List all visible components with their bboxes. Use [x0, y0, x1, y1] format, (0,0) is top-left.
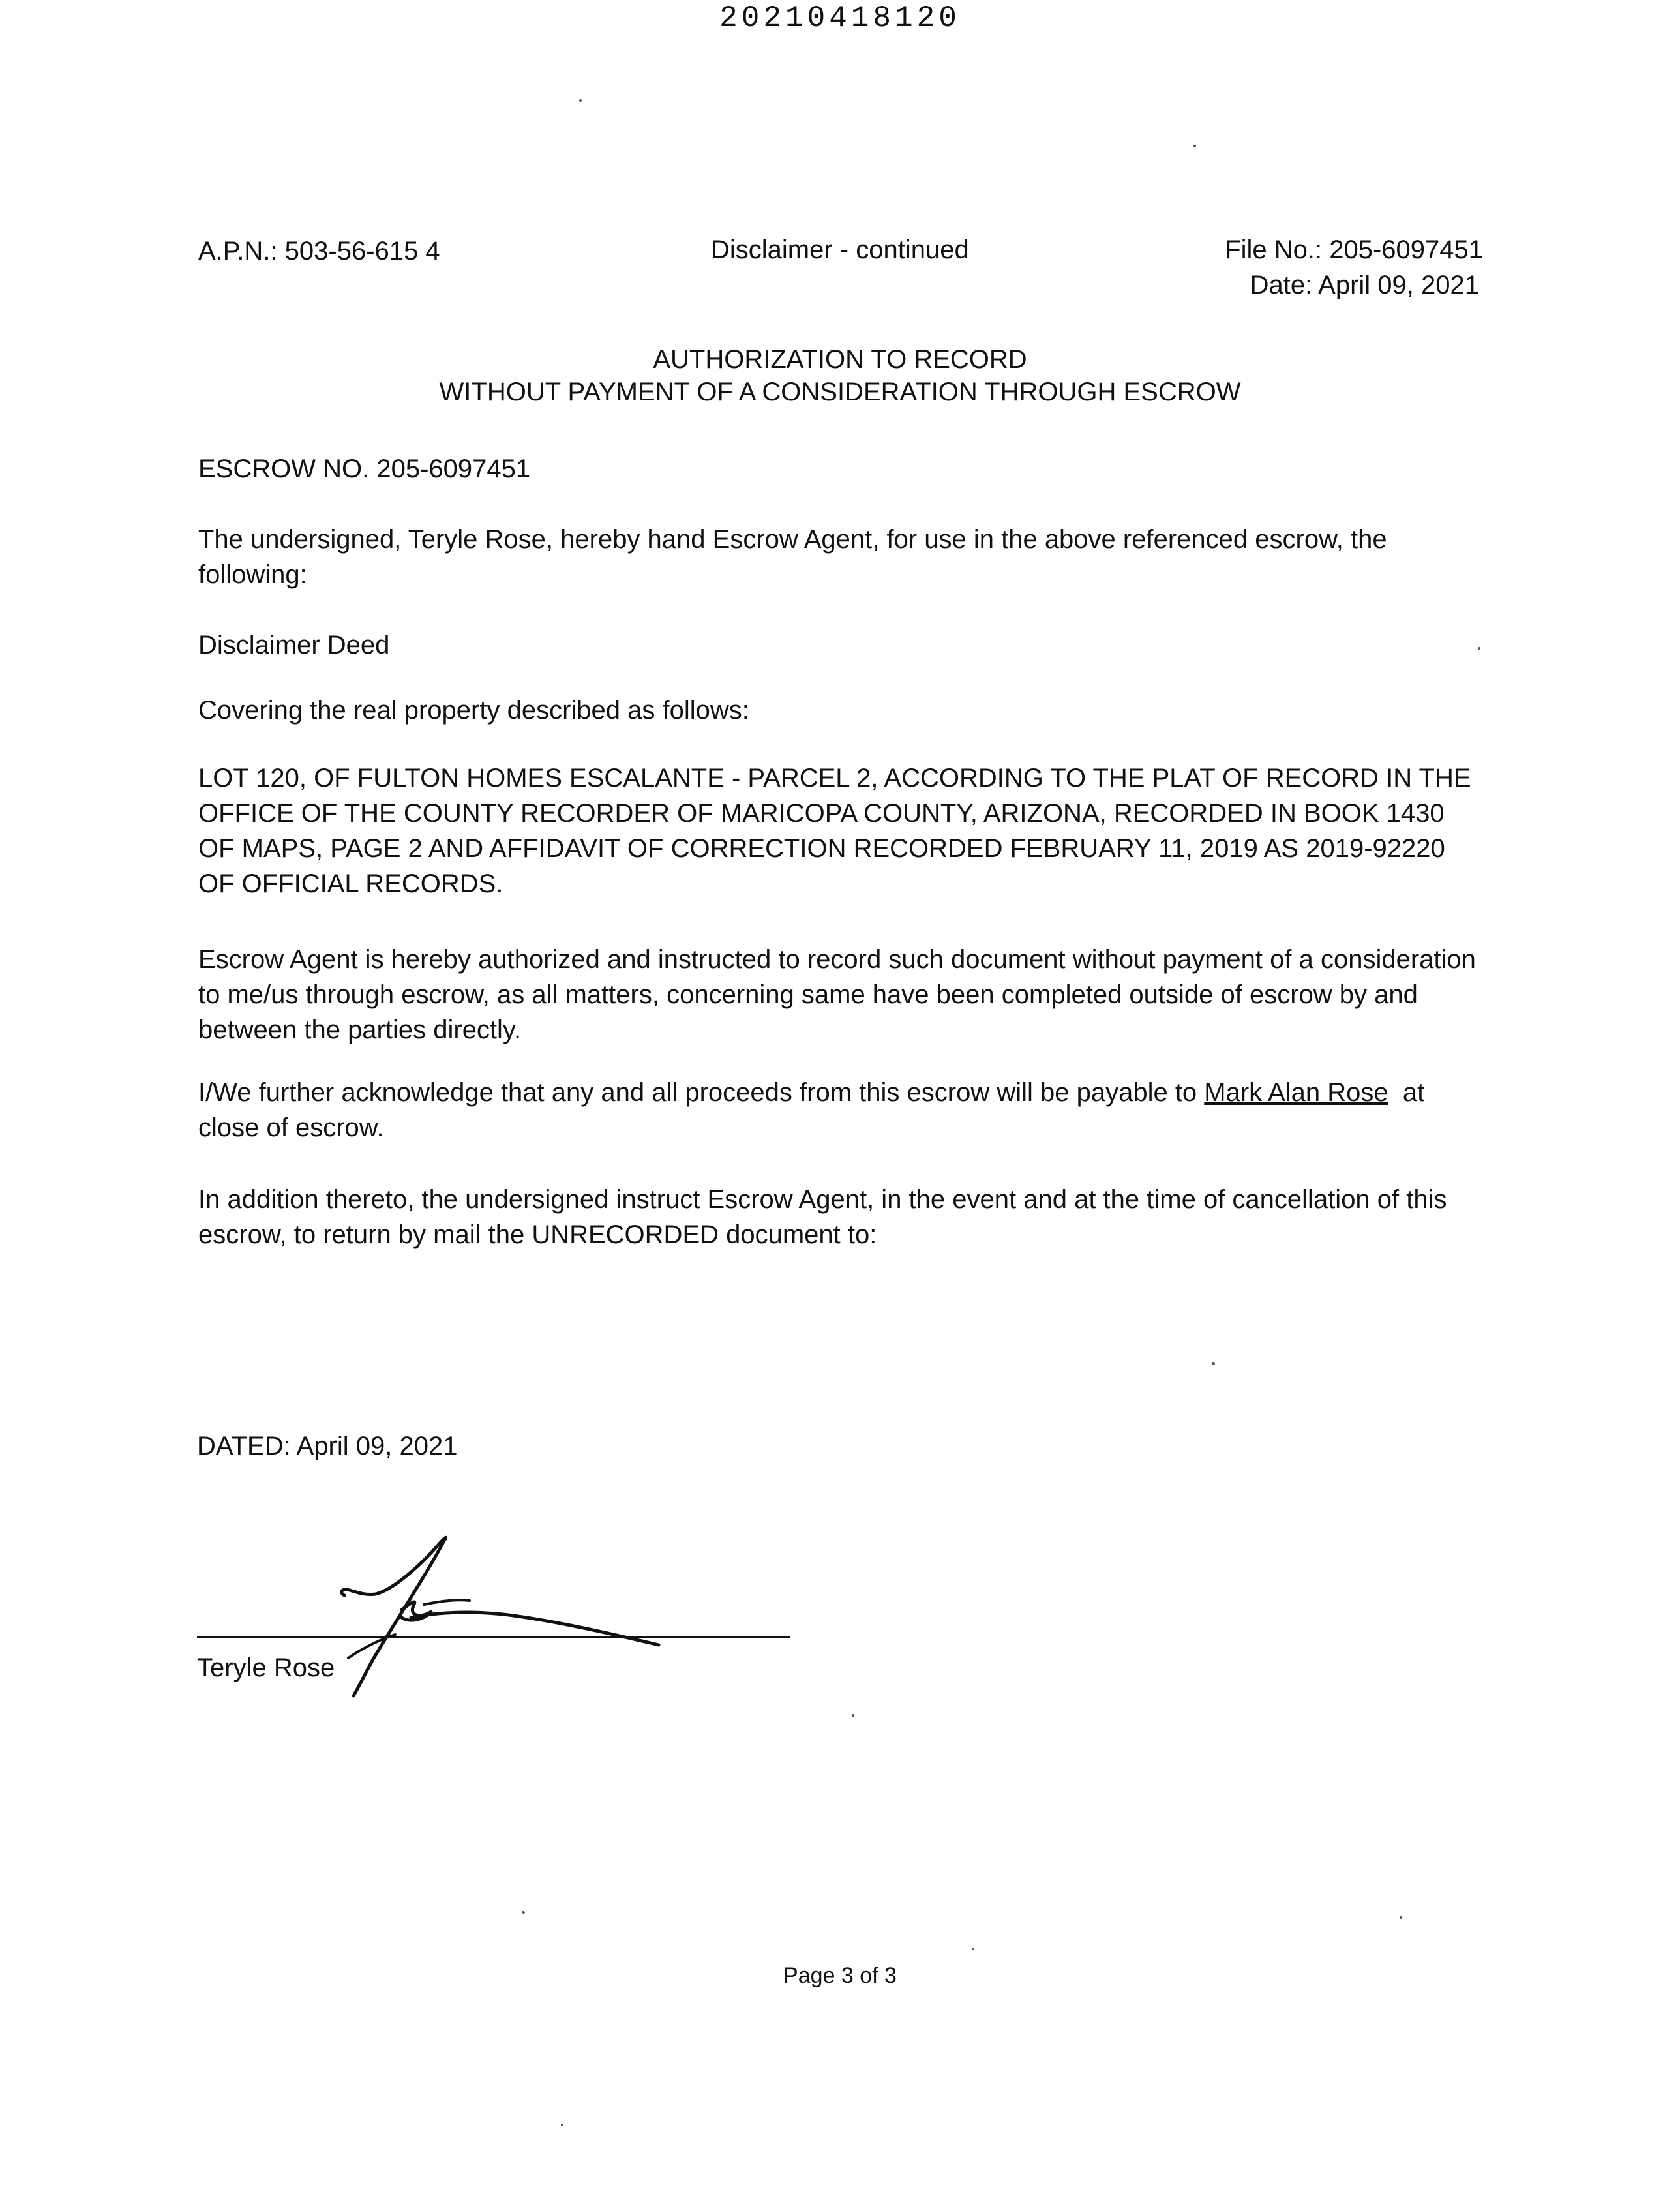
dated-line: DATED: April 09, 2021 — [197, 1432, 458, 1460]
scan-speck — [1212, 1362, 1215, 1365]
proceeds-text — [198, 1075, 1477, 1145]
scan-speck — [579, 99, 582, 102]
scan-speck — [1193, 145, 1196, 147]
legal-description-paragraph — [198, 761, 1477, 901]
proceeds-suffix: at close of escrow. — [198, 1078, 1425, 1142]
scan-speck — [522, 1911, 525, 1914]
recording-number: 20210418120 — [719, 1, 961, 35]
signature-scribble — [313, 1520, 678, 1715]
authorization-paragraph — [198, 942, 1477, 1048]
signature-line — [197, 1636, 790, 1638]
document-type-heading: Disclaimer - continued — [711, 235, 969, 264]
payee-name: Mark Alan Rose — [1204, 1078, 1388, 1107]
scan-speck — [561, 2124, 563, 2126]
cancellation-paragraph — [198, 1182, 1477, 1252]
cancellation-text: In addition thereto, the undersigned instruct Escrow Agent, in the event and at the time of cancellation of this escrow, to return by mail the UNRECORDED document to: — [198, 1185, 1447, 1249]
intro-text: The undersigned, Teryle Rose, hereby hand Escrow Agent, for use in the above referenced escrow, the following: — [198, 525, 1387, 589]
scan-speck — [1478, 647, 1480, 650]
proceeds-paragraph — [198, 1075, 1477, 1145]
escrow-number: ESCROW NO. 205-6097451 — [198, 455, 531, 483]
legal-description: LOT 120, OF FULTON HOMES ESCALANTE - PARCEL 2, ACCORDING TO THE PLAT OF RECORD IN THE OFFICE OF THE COUNTY RECORDER OF MARICOPA COUNTY, ARIZONA, RECORDED IN BOOK 1430 OF MAPS, PAGE 2 AND AFFIDAVIT OF CORRECTION RECORDED FEBRUARY 11, 2019 AS 2019-92220 OF OFFICIAL RECORDS. — [198, 764, 1471, 898]
intro-paragraph — [198, 522, 1477, 592]
file-number: File No.: 205-6097451 — [1225, 235, 1483, 264]
title-line-2: WITHOUT PAYMENT OF A CONSIDERATION THROUGH ESCROW — [439, 378, 1241, 406]
authorization-text: Escrow Agent is hereby authorized and instructed to record such document without payment of a consideration to me/us through escrow, as all matters, concerning same have been completed outside of escrow by and between the parties directly. — [198, 945, 1476, 1044]
document-name: Disclaimer Deed — [198, 631, 390, 659]
title-line-1: AUTHORIZATION TO RECORD — [653, 345, 1027, 374]
scan-speck — [852, 1714, 854, 1717]
apn: A.P.N.: 503-56-615 4 — [198, 237, 440, 265]
header-date: Date: April 09, 2021 — [1250, 271, 1479, 299]
scan-speck — [972, 1948, 974, 1950]
covering-text: Covering the real property described as follows: — [198, 696, 749, 725]
proceeds-prefix: I/We further acknowledge that any and all proceeds from this escrow will be payable to — [198, 1078, 1197, 1107]
page-number: Page 3 of 3 — [783, 1963, 897, 1988]
signer-name: Teryle Rose — [197, 1653, 335, 1682]
scan-speck — [1400, 1916, 1402, 1919]
